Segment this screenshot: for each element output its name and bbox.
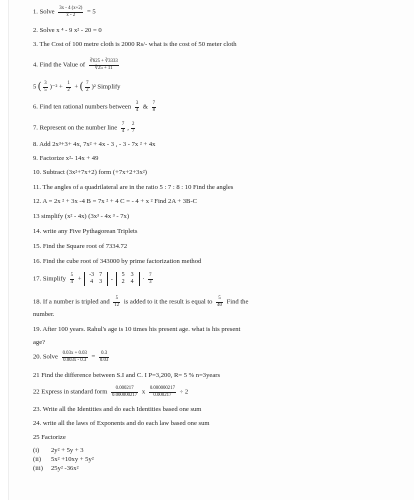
question-18 [33,296,248,308]
question-7-fraction-a-den: 4 [121,128,125,134]
question-7-fraction-b-num: 2 [131,122,135,127]
question-22-suffix: ÷ 2 [179,388,189,396]
question-1-prefix: 1. Solve [33,8,55,16]
question-5-fraction-b-den: 2 [67,87,70,93]
question-22-fraction-b [149,386,176,398]
item-text: 2y² + 5y + 3 [51,447,84,454]
matrix-cell: -3 [89,272,95,278]
question-18-text-c: Find the [226,298,249,306]
question-5-fraction-c-num: 7 [86,81,89,86]
question-5-plus: + [74,83,79,91]
question-7-fraction-b-den: 7 [131,128,135,134]
question-7-prefix: 7. Represent on the number line [33,124,118,132]
question-25-item-2 [33,455,94,464]
question-22-fraction-a-den: 0.000000217 [112,392,138,398]
question-22-prefix: 22 Express in standard form [33,388,108,396]
question-17 [33,272,155,286]
item-label: (iii) [33,465,43,472]
question-7-fraction-a [121,122,125,134]
question-5-open-paren-2: ( [79,81,84,93]
question-18-fraction-b [216,296,223,308]
question-16: 16. Find the cube root of 343000 by prime factorization method [33,258,202,265]
question-6-mid: & [142,103,149,111]
question-5-open-paren: ( [37,81,42,93]
question-15: 15. Find the Square root of 7334.72 [33,243,128,250]
question-22-fraction-b-den: 0.000217 [153,392,172,398]
question-18-text-b: is added to it the result is equal to [123,298,213,306]
matrix-cell: 7 [99,272,103,278]
worksheet-sheet [8,0,414,500]
question-17-fraction-a-den: 4 [70,279,74,285]
question-5-fraction-c-den: 2 [86,87,89,93]
question-17-matrix-1-row-1 [87,272,105,279]
question-4 [33,59,121,71]
question-5-fraction-b [66,81,70,93]
item-text: 25y² -36x² [51,465,79,472]
question-6-fraction-b-num: 7 [152,101,156,106]
matrix-cell: 3 [130,272,134,278]
question-17-plus: + [77,275,82,283]
question-25-item-3 [33,464,94,473]
question-18-fraction-a-num: 5 [113,296,120,303]
question-17-matrix-2-row-1 [119,272,137,279]
question-18-fraction-b-num: 5 [216,296,223,303]
question-6-prefix: 6. Find ten rational numbers between [33,103,132,111]
matrix-cell: 2 [121,279,125,285]
question-4-fraction [89,59,119,71]
question-18-line-2: number. [33,311,55,318]
question-24: 24. write all the laws of Exponents and do each law based one sum [33,420,210,427]
question-17-fraction-a-num: 5 [70,272,74,278]
question-5-fraction-a [43,81,47,93]
question-17-fraction-a [70,273,74,285]
question-4-numerator: ∛625 + ∛3333 [89,59,118,64]
question-9: 9. Factorize x²- 14x + 49 [33,155,99,162]
question-19: 19. After 100 years. Rahul's age is 10 times his present age. what is his present [33,326,241,333]
question-1-fraction [58,6,83,18]
question-2: 2. Solve x ⁴ - 9 x² - 20 = 0 [33,27,102,34]
question-20-fraction-b [99,351,109,363]
question-17-matrix-2-row-2 [119,279,137,286]
question-5-fraction-b-num: 1 [67,81,70,86]
question-1-numerator: 3x - 4 (x+2) [59,6,83,11]
question-25: 25 Factorize [33,434,66,441]
question-7-mid: , [127,124,129,132]
question-17-matrix-1 [84,272,108,286]
question-13: 13 simplify (x² - 4x) (3x³ - 4x ³ - 7x) [33,213,130,220]
question-20-fraction-a-den: 0.003x - 0.3 [63,357,87,363]
question-20-equals: = [91,353,96,361]
question-20-fraction-b-num: 0.3 [99,351,109,358]
question-7-fraction-a-num: 7 [121,122,125,127]
question-20 [33,351,111,363]
question-17-matrix-1-row-2 [87,279,105,286]
matrix-cell: 3 [99,279,103,285]
question-6-fraction-a-den: 4 [135,107,139,113]
question-5-fraction-a-num: 3 [44,81,47,86]
question-22-fraction-a-num: 0.000217 [111,386,138,393]
question-12: 12. A = 2x ² + 3x -4 B = 7x ² + 4 C = - 4 + x ² Find 2A + 3B-C [33,198,198,205]
item-label: (i) [33,447,40,454]
question-20-fraction-b-den: 0.03 [99,357,109,363]
question-1 [33,6,96,18]
question-1-suffix: = 5 [87,8,96,16]
question-22-fraction-a [111,386,138,398]
question-22-times: x [141,388,146,396]
question-20-fraction-a-num: 0.03x + 0.03 [62,351,87,356]
question-11: 11. The angles of a quadrilateral are in the ratio 5 : 7 : 8 : 10 Find the angles [33,184,234,191]
question-4-prefix: 4. Find the Value of [33,61,86,69]
question-5-fraction-c [85,81,89,93]
question-17-prefix: 17. Simplify [33,275,66,283]
question-7 [33,122,137,134]
question-25-item-1 [33,446,94,455]
question-19-line-2: age? [33,339,46,346]
question-5-exp-plus: )⁻² + [49,83,63,91]
question-22 [33,386,188,398]
question-7-fraction-b [131,122,135,134]
question-20-prefix: 20. Solve [33,353,58,361]
matrix-cell: 4 [90,279,94,285]
question-17-fraction-b-den: 3 [149,279,152,285]
question-22-fraction-b-num: 0.000000217 [149,386,175,391]
question-10: 10. Subtract (3x²+7x+2) form (+7x+2+3x²) [33,169,147,176]
item-label: (ii) [33,456,42,463]
question-18-fraction-a-den: 12 [114,302,120,308]
question-14: 14. write any Five Pythagorean Triplets [33,228,138,235]
question-20-fraction-a [62,351,88,363]
question-6-fraction-a-num: 3 [135,101,139,106]
question-17-minus: - [110,275,113,283]
matrix-cell: 4 [130,279,134,285]
matrix-cell: 5 [121,272,125,278]
question-6-fraction-b [152,101,156,113]
question-17-matrix-2 [116,272,140,286]
question-17-dot: · [142,275,145,283]
question-25-items [33,446,94,473]
question-18-fraction-a [113,296,120,308]
question-5-suffix: )² Simplify [91,83,121,91]
question-17-fraction-b [148,273,152,285]
question-5 [33,81,120,93]
question-8: 8. Add 2x³+3+ 4x, 7x² + 4x - 3 , - 3 - 7x ² + 4x [33,141,156,148]
question-3: 3. The Cost of 100 metre cloth is 2000 Rs/- what is the cost of 50 meter cloth [33,41,237,48]
question-18-fraction-b-den: 40 [217,302,222,308]
question-21: 21 Find the difference between S.I and C. I P=3,200, R= 5 % n=3years [33,372,221,379]
question-6 [33,101,158,113]
question-23: 23. Write all the Identities and do each Identities based one sum [33,406,202,413]
question-4-denominator: ∛25 + 11 [94,65,113,71]
question-17-fraction-b-num: 7 [149,272,152,278]
question-5-fraction-a-den: 5 [44,87,47,93]
question-6-fraction-a [135,101,139,113]
question-5-prefix: 5 [33,83,37,91]
question-18-text-a: 18. If a number is tripled and [33,298,110,306]
item-text: 5x² +10xy + 5y² [51,456,94,463]
question-1-denominator: x - 2 [66,12,76,18]
question-6-fraction-b-den: 8 [152,107,156,113]
